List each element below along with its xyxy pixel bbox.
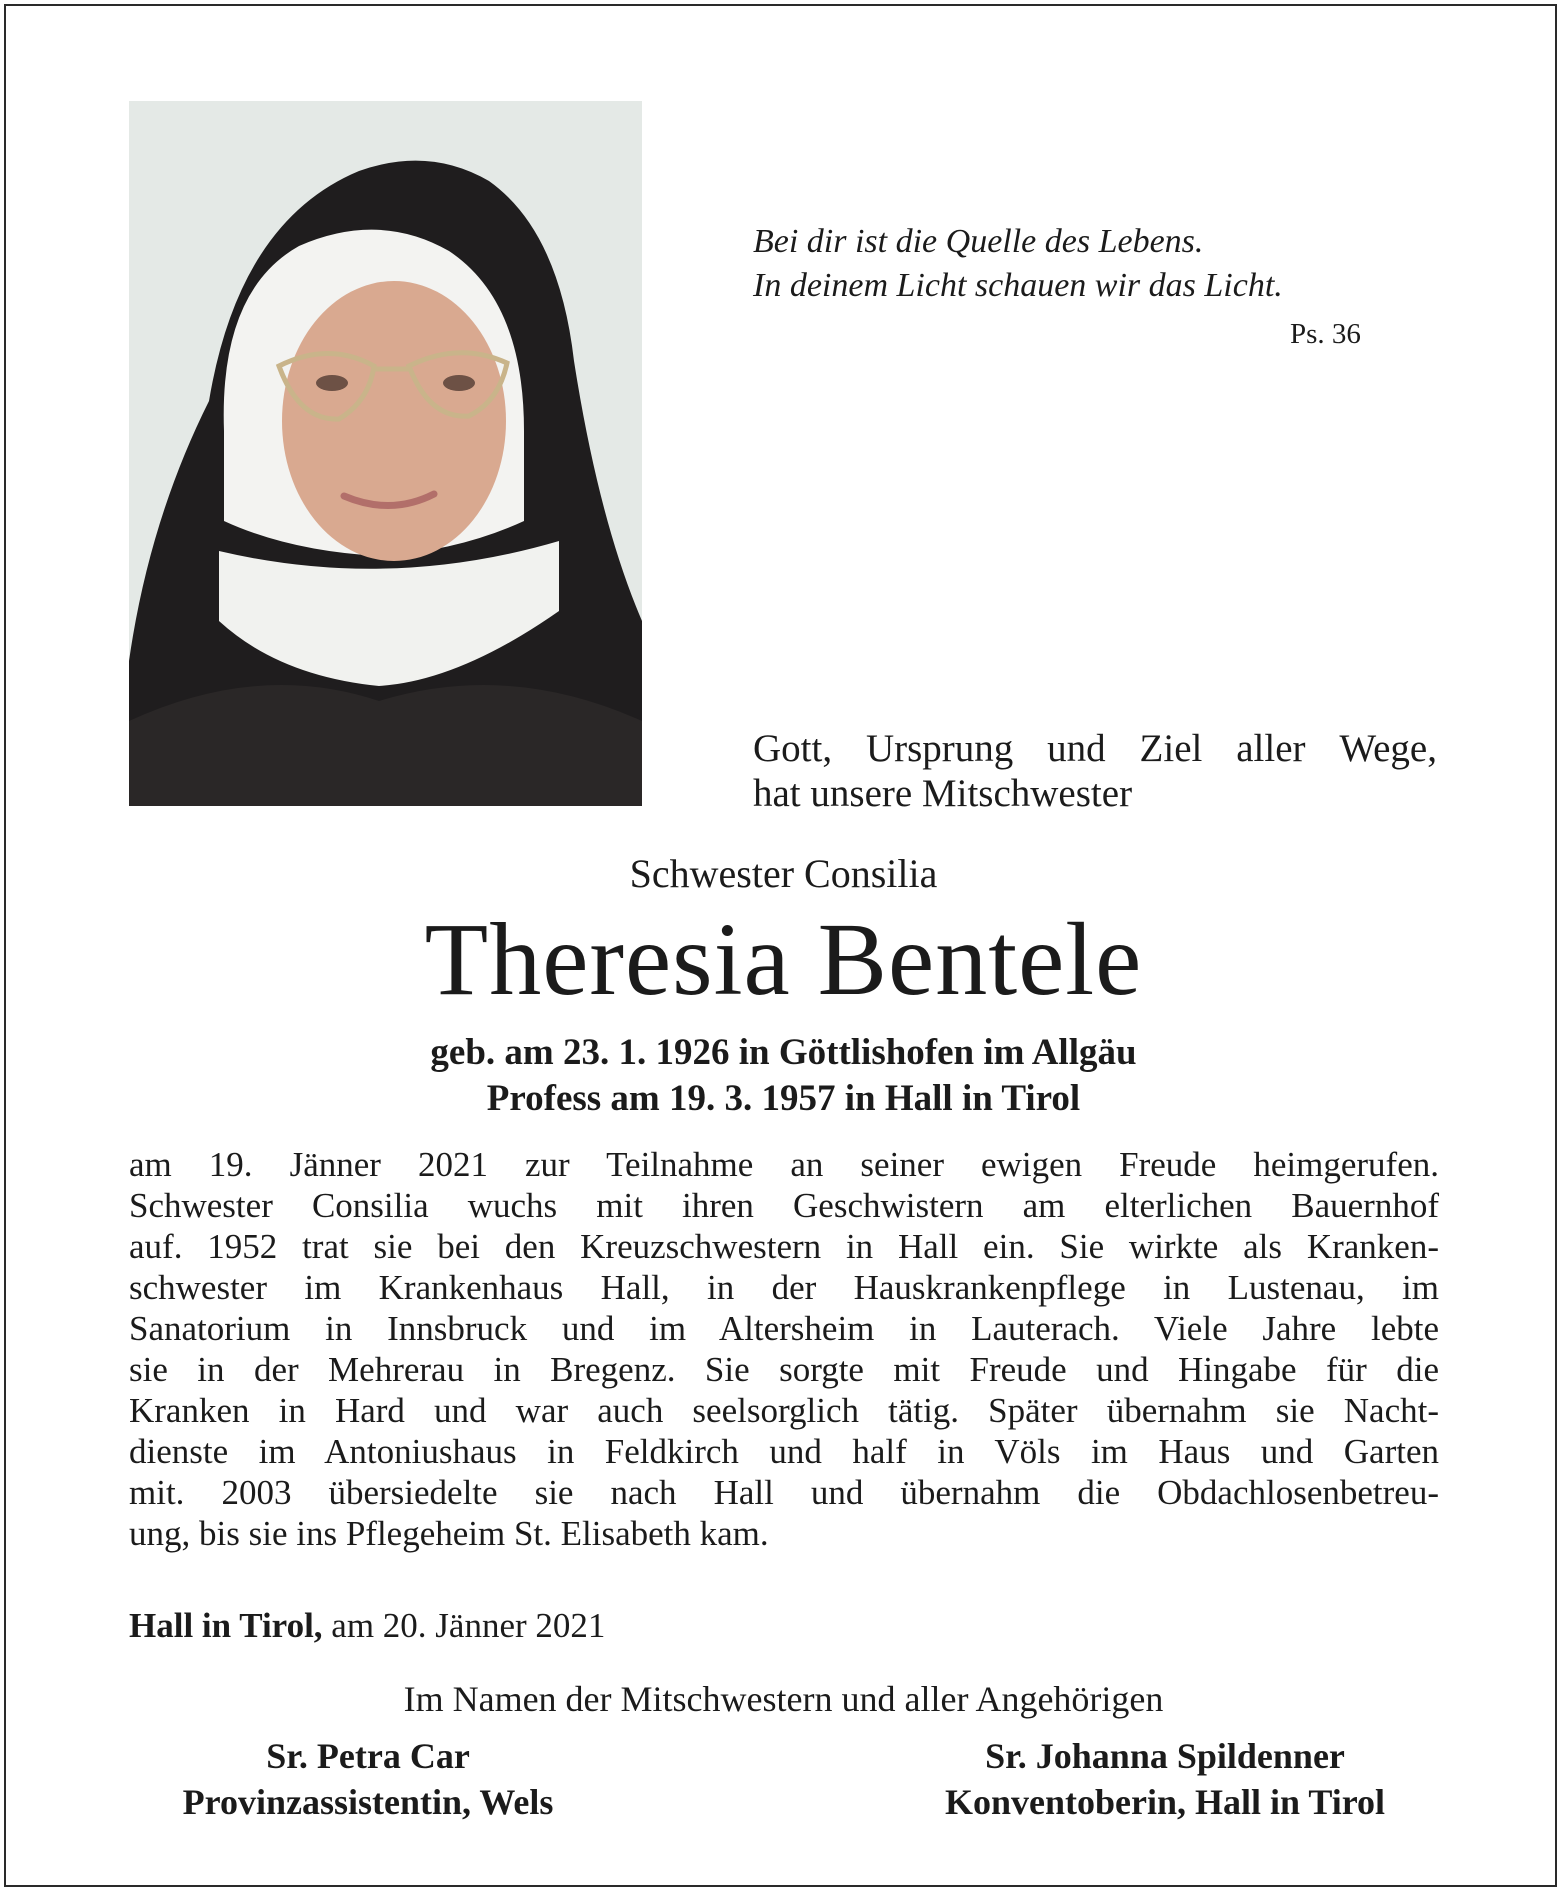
- biography-line: auf. 1952 trat sie bei den Kreuzschwestern in Hall ein. Sie wirkte als Kranken-: [129, 1227, 1439, 1266]
- biography-line: dienste im Antoniushaus in Feldkirch und half in Völs im Haus und Garten: [129, 1432, 1439, 1471]
- biography-line: mit. 2003 übersiedelte sie nach Hall und übernahm die Obdachlosenbetreu-: [129, 1473, 1439, 1512]
- psalm-reference: Ps. 36: [1290, 318, 1361, 350]
- deceased-name: Theresia Bentele: [424, 902, 1143, 1017]
- intro-text: [753, 726, 1437, 816]
- biography-line: sie in der Mehrerau in Bregenz. Sie sorgte mit Freude und Hingabe für die: [129, 1350, 1439, 1389]
- biography-line: Sanatorium in Innsbruck und im Altersheim in Lauterach. Viele Jahre lebte: [129, 1309, 1439, 1348]
- behalf-line: Im Namen der Mitschwestern und aller Angehörigen: [403, 1679, 1164, 1719]
- intro-word: Wege,: [1339, 727, 1437, 770]
- intro-word: Ursprung: [865, 727, 1014, 770]
- intro-line-2: hat unsere Mitschwester: [753, 772, 1133, 815]
- signatory-role: Konventoberin, Hall in Tirol: [944, 1782, 1386, 1822]
- signatory-role: Provinzassistentin, Wels: [182, 1782, 554, 1822]
- biography-line: Kranken in Hard und war auch seelsorglich tätig. Später übernahm sie Nacht-: [129, 1391, 1439, 1430]
- place-date: [129, 1606, 605, 1646]
- profess-line: Profess am 19. 3. 1957 in Hall in Tirol: [486, 1078, 1081, 1119]
- biography-line: schwester im Krankenhaus Hall, in der Hauskrankenpflege in Lustenau, im: [129, 1268, 1439, 1307]
- birth-line: geb. am 23. 1. 1926 in Göttlishofen im Allgäu: [430, 1032, 1137, 1073]
- signatory-name: Sr. Johanna Spildenner: [985, 1736, 1345, 1776]
- biography: [129, 1144, 1439, 1554]
- date: am 20. Jänner 2021: [322, 1606, 606, 1645]
- signatory-name: Sr. Petra Car: [266, 1736, 470, 1776]
- signatory-left: [129, 1733, 607, 1825]
- biography-line: ung, bis sie ins Pflegeheim St. Elisabeth kam.: [129, 1514, 769, 1553]
- signatory-right: [893, 1733, 1437, 1825]
- intro-word: Ziel: [1139, 727, 1203, 770]
- psalm-line-2: In deinem Licht schauen wir das Licht.: [753, 267, 1283, 304]
- intro-word: aller: [1236, 727, 1306, 770]
- biography-line: am 19. Jänner 2021 zur Teilnahme an seiner ewigen Freude heimgerufen.: [129, 1145, 1439, 1184]
- intro-word: und: [1047, 727, 1106, 770]
- religious-name: Schwester Consilia: [629, 851, 938, 896]
- intro-line-1: [753, 726, 1437, 771]
- biography-line: Schwester Consilia wuchs mit ihren Geschwistern am elterlichen Bauernhof: [129, 1186, 1439, 1225]
- life-dates: [0, 1030, 1567, 1122]
- psalm-quote: [753, 220, 1283, 308]
- portrait-photo: [129, 101, 642, 806]
- place: Hall in Tirol,: [129, 1606, 323, 1645]
- portrait-illustration: [129, 101, 642, 806]
- psalm-line-1: Bei dir ist die Quelle des Lebens.: [753, 223, 1204, 260]
- intro-word: Gott,: [753, 727, 833, 770]
